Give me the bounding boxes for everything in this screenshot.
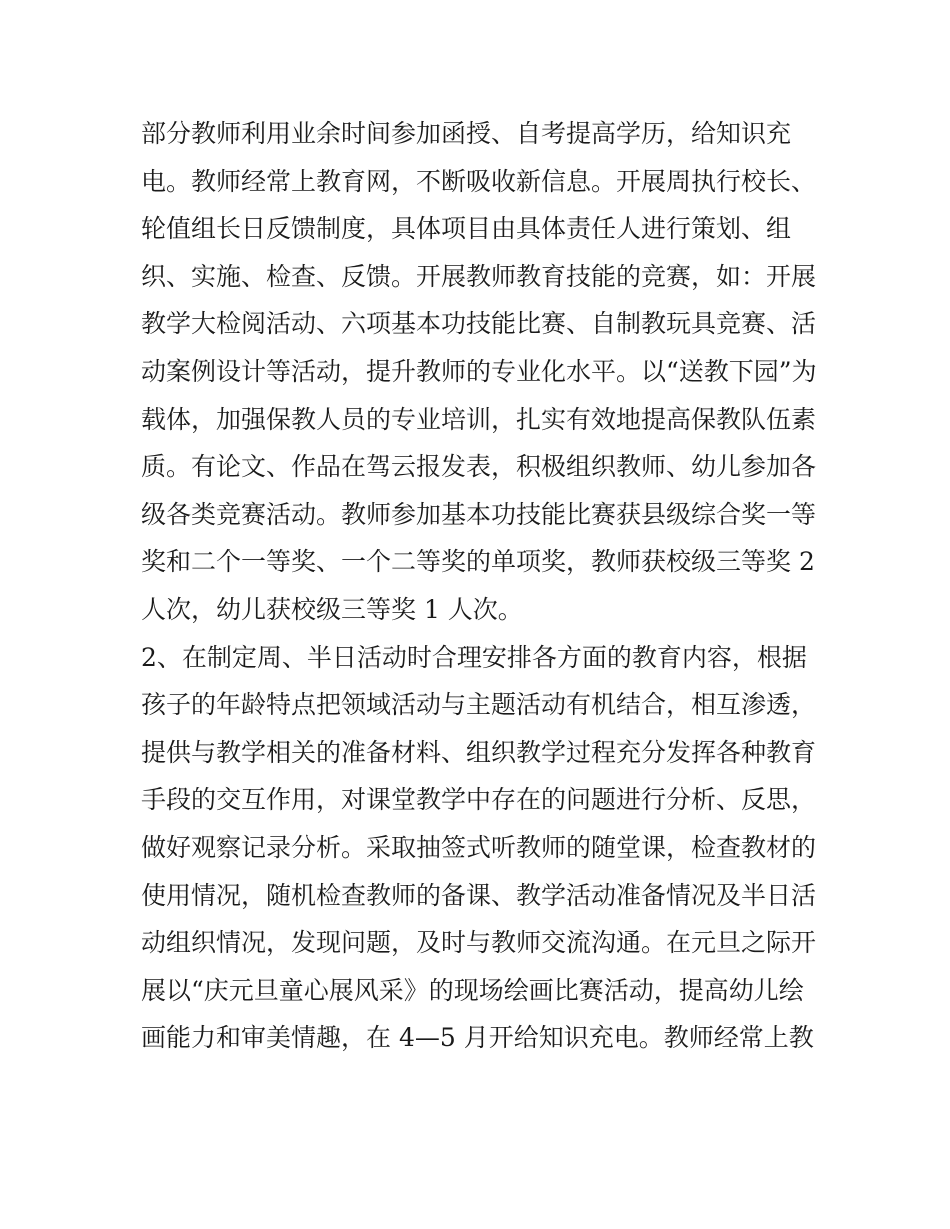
text-line: 动组织情况，发现问题，及时与教师交流沟通。在元旦之际开 [141,928,817,958]
text-line: 织、实施、检查、反馈。开展教师教育技能的竞赛，如：开展 [141,261,817,291]
text-line: 使用情况，随机检查教师的备课、教学活动准备情况及半日活 [141,880,817,910]
text-line: 轮值组长日反馈制度，具体项目由具体责任人进行策划、组 [141,214,792,244]
text-line: 质。有论文、作品在驾云报发表，积极组织教师、幼儿参加各 [141,452,817,482]
text-line: 提供与教学相关的准备材料、组织教学过程充分发挥各种教育 [141,737,817,767]
text-line: 动案例设计等活动，提升教师的专业化水平。以“送教下园”为 [141,356,817,386]
text-line: 展以“庆元旦童心展风采》的现场绘画比赛活动，提高幼儿绘 [141,975,804,1005]
text-line: 人次，幼儿获校级三等奖 1 人次。 [141,594,523,624]
text-line: 孩子的年龄特点把领域活动与主题活动有机结合，相互渗透， [141,690,817,720]
text-line: 电。教师经常上教育网，不断吸收新信息。开展周执行校长、 [141,166,817,196]
text-line: 2、在制定周、半日活动时合理安排各方面的教育内容，根据 [141,642,807,672]
text-line: 载体，加强保教人员的专业培训，扎实有效地提高保教队伍素 [141,404,817,434]
text-line: 手段的交互作用，对课堂教学中存在的问题进行分析、反思， [141,785,817,815]
body-text [141,110,831,1062]
text-line: 部分教师利用业余时间参加函授、自考提高学历，给知识充 [141,119,792,148]
text-line: 教学大检阅活动、六项基本功技能比赛、自制教玩具竞赛、活 [141,309,817,339]
text-line: 奖和二个一等奖、一个二等奖的单项奖，教师获校级三等奖 2 [141,547,815,577]
text-line: 画能力和审美情趣，在 4—5 月开给知识充电。教师经常上教 [141,1023,814,1053]
text-line: 做好观察记录分析。采取抽签式听教师的随堂课，检查教材的 [141,832,817,862]
text-line: 级各类竞赛活动。教师参加基本功技能比赛获县级综合奖一等 [141,499,817,529]
